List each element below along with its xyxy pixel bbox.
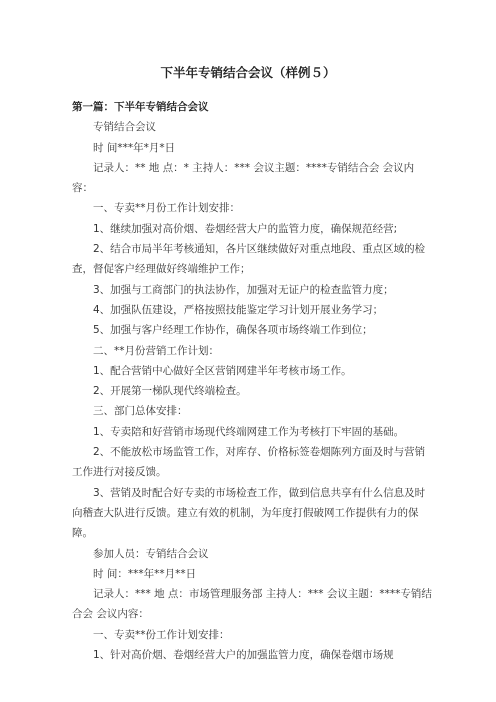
paragraph: 记录人：** 地 点：* 主持人：*** 会议主题：****专销结合会 会议内容： bbox=[72, 161, 415, 195]
paragraph: 1、继续加强对高价烟、卷烟经营大户的监管力度，确保规范经营; bbox=[93, 222, 398, 235]
section-heading: 第一篇：下半年专销结合会议 bbox=[72, 101, 209, 113]
paragraph: 3、加强与工商部门的执法协作，加强对无证户的检查监管力度； bbox=[93, 283, 394, 296]
paragraph: 一、专卖**月份工作计划安排： bbox=[93, 202, 240, 215]
paragraph: 时 间***年*月*日 bbox=[93, 141, 176, 154]
paragraph: 2、开展第一梯队现代终端检查。 bbox=[93, 385, 247, 398]
paragraph: 4、加强队伍建设，严格按照技能鉴定学习计划开展业务学习； bbox=[93, 303, 384, 316]
paragraph: 一、专卖**份工作计划安排： bbox=[93, 628, 230, 641]
paragraph: 2、不能放松市场监管工作，对库存、价格标签卷烟陈列方面及时与营销工作进行对接反馈。 bbox=[72, 446, 426, 479]
document-title: 下半年专销结合会议（样例５） bbox=[160, 65, 336, 80]
paragraph: 2、结合市局半年考核通知，各片区继续做好对重点地段、重点区域的检查，督促客户经理做好终端维护工作； bbox=[72, 243, 426, 276]
paragraph: 1、专卖陪和好营销市场现代终端网建工作为考核打下牢固的基础。 bbox=[93, 425, 405, 438]
paragraph: 时 间：***年**月**日 bbox=[93, 567, 197, 580]
paragraph: 参加人员：专销结合会议 bbox=[93, 547, 209, 560]
paragraph: 三、部门总体安排： bbox=[93, 405, 188, 418]
paragraph: 记录人：*** 地 点：市场管理服务部 主持人：*** 会议主题：****专销结合会 会议内容： bbox=[72, 588, 432, 621]
paragraph: 5、加强与客户经理工作协作，确保各项市场终端工作到位； bbox=[93, 324, 373, 337]
paragraph: 1、配合营销中心做好全区营销网建半年考核市场工作。 bbox=[93, 364, 352, 377]
paragraph: 1、针对高价烟、卷烟经营大户的加强监管力度，确保卷烟市场规 bbox=[93, 649, 394, 662]
paragraph: 二、**月份营销工作计划： bbox=[93, 344, 219, 357]
document-body bbox=[72, 97, 434, 665]
paragraph: 专销结合会议 bbox=[93, 121, 156, 134]
paragraph: 3、营销及时配合好专卖的市场检查工作，做到信息共享有什么信息及时向稽查大队进行反馈。建立有效的机制，为年度打假破网工作提供有力的保障。 bbox=[72, 486, 426, 540]
